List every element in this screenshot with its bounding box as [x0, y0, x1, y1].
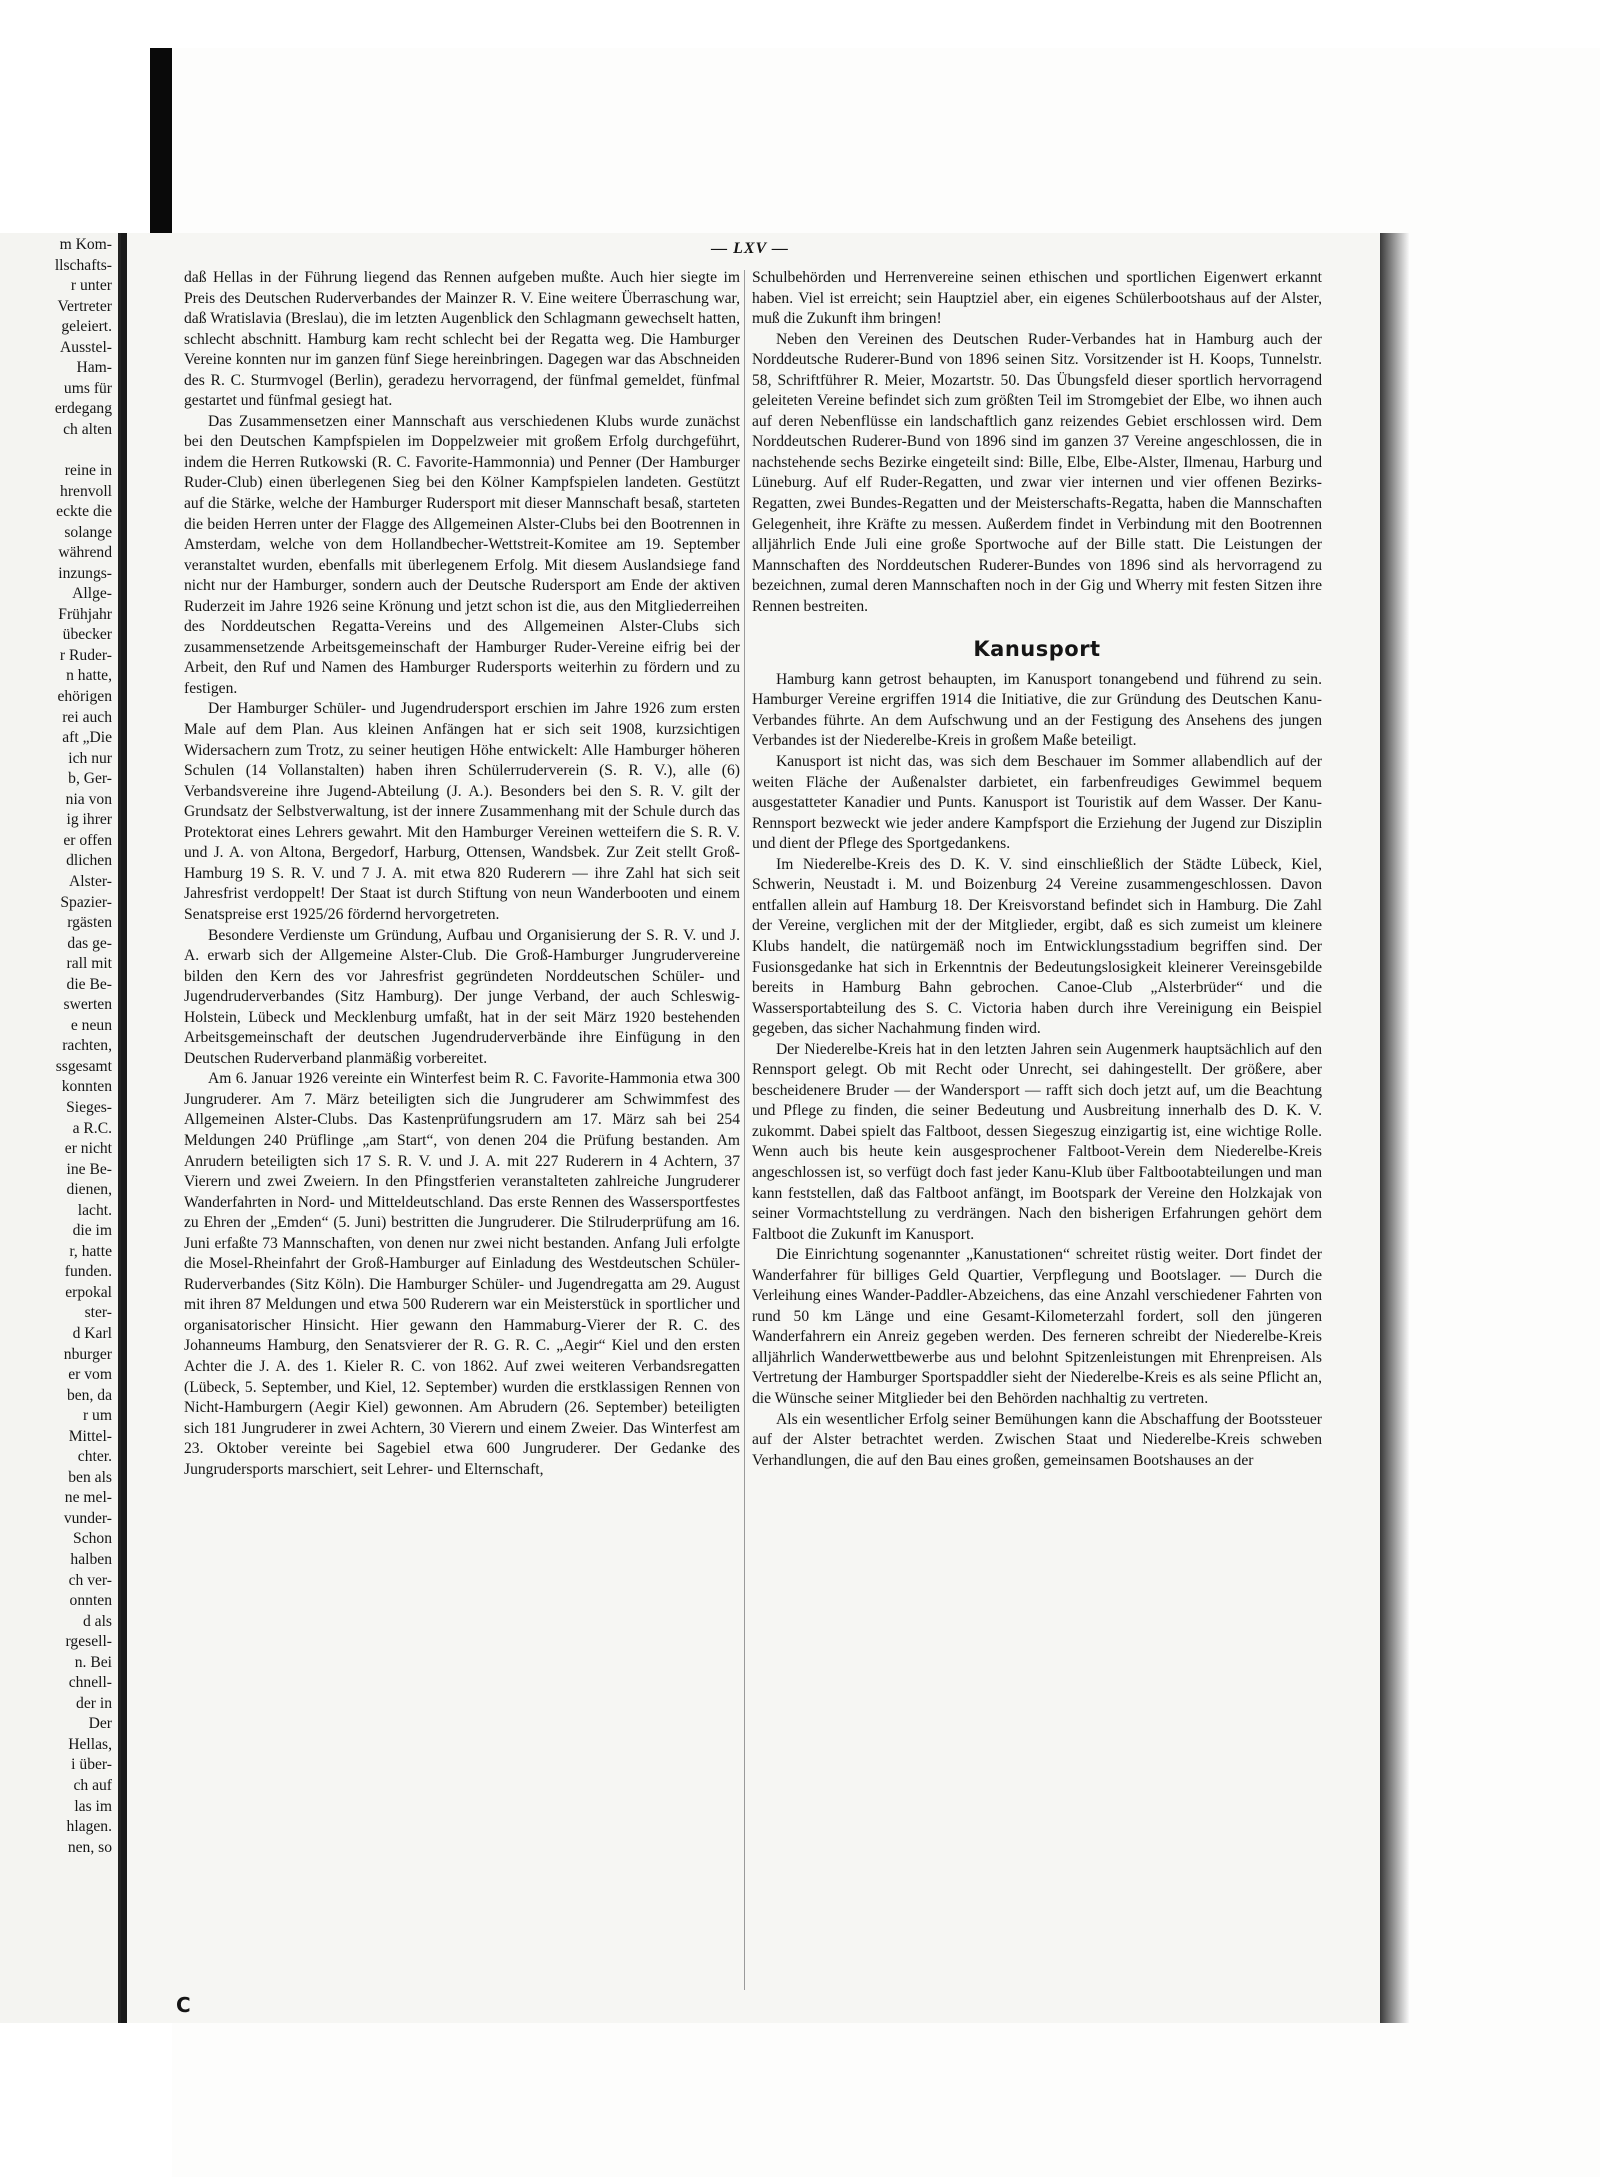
fragment-line: llschafts- — [54, 256, 112, 274]
fragment-line: chter. — [77, 1448, 112, 1466]
fragment-line: nen, so — [67, 1838, 112, 1856]
fragment-line: las im — [74, 1797, 112, 1815]
fragment-line: Hellas, — [68, 1735, 112, 1753]
paragraph: Die Einrichtung sogenannter „Kanustationen“ schreitet rüstig weiter. Dort findet der Wanderfahrer für billiges Geld Quartier, Verpflegung und Bootslager. — Durch die Verleihung eines Wander-Paddler-Abzeichens, das eine Anzahl verschiedener Fahrten von rund 50 km Länge und eine Gesamt-Kilometerzahl fordert, soll den jüngeren Wanderfahrern ein Anreiz gegeben werden. Des ferneren schreibt der Niederelbe-Kreis alljährlich Wanderwettbewerbe aus und belohnt Spitzenleistungen mit Ehrenpreisen. Als Vertretung der Hamburger Sportspaddler sieht der Niederelbe-Kreis es als seine Pflicht an, die Wünsche seiner Mitglieder bei den Behörden nachhaltig zu vertreten. — [752, 1246, 1322, 1407]
fragment-line: reine in — [64, 462, 112, 480]
fragment-line: Allge- — [72, 585, 112, 603]
fragment-line: m Kom- — [59, 236, 112, 253]
paragraph: Der Hamburger Schüler- und Jugendrudersport erschien im Jahre 1926 zum ersten Male auf dem Plan. Aus kleinen Anfängen hat er sich seit 1908, kurzsichtigen Widersachern zum Trotz, zu seiner heutigen Höhe entwickelt: Alle Hamburger höheren Schulen (14 Vollanstalten) haben ihren Schülerruderverein (S. R. V.), alle (6) Verbandsvereine ihre Jugend-Abteilung (J. A.). Besonders bei den S. R. V. gilt der Grundsatz der Selbstverwaltung, ist der innere Zusammenhang mit der Schule durch das Protektorat eines Lehrers gewahrt. Mit den Hamburger Vereinen wetteifern die S. R. V. und J. A. von Altona, Bergedorf, Harburg, Ottensen, Wandsbek. Zur Zeit stellt Groß-Hamburg 19 S. R. V. und 7 J. A. mit etwa 820 Ruderern — ihre Zahl hat sich seit Jahresfrist verdoppelt! Der Staat ist durch Stiftung von neun Wanderbooten und einem Senatspreise erst 1925/26 fördernd hervorgetreten. — [184, 700, 740, 923]
paragraph: Der Niederelbe-Kreis hat in den letzten Jahren sein Augenmerk hauptsächlich auf den Rennsport gelegt. Ob mit Recht oder Unrecht, sei dahingestellt. Der größere, aber bescheidenere Bruder — der Wandersport — rafft sich doch jetzt auf, um die Beachtung und Pflege zu finden, die seiner Bedeutung und Ausbreitung innerhalb des D. K. V. zukommt. Dabei spielt das Faltboot, dessen Siegeszug einzigartig ist, eine wichtige Rolle. Wenn auch bis heute kein ausgesprochener Faltboot-Verein dem Niederelbe-Kreis angeschlossen ist, so verfügt doch fast jeder Kanu-Klub über Faltbootabteilungen und man kann feststellen, daß das Faltboot anfängt, im Bootspark der Vereine den Holzkajak von seiner Vormachtstellung zu verdrängen. Nach den bisherigen Erfahrungen gehört dem Faltboot die Zukunft im Kanusport. — [752, 1040, 1322, 1243]
fragment-line: Frühjahr — [58, 605, 112, 623]
fragment-line: die im — [72, 1222, 112, 1240]
fragment-line: solange — [64, 523, 112, 541]
fragment-line: i über- — [71, 1756, 112, 1774]
fragment-line: er offen — [63, 831, 112, 849]
fragment-line: das ge- — [67, 934, 112, 952]
fragment-line: erpokal — [65, 1283, 112, 1301]
fragment-line: erdegang — [54, 400, 112, 418]
fragment-line: rall mit — [66, 955, 112, 973]
fragment-line: rei auch — [62, 708, 112, 726]
fragment-line: der in — [76, 1694, 112, 1712]
fragment-line: r Ruder- — [59, 646, 112, 664]
fragment-line: nburger — [63, 1345, 112, 1363]
fragment-line: halben — [70, 1551, 112, 1568]
fragment-line: ch alten — [63, 420, 112, 438]
fragment-line: n. Bei — [74, 1653, 112, 1671]
paragraph: Kanusport ist nicht das, was sich dem Beschauer im Sommer allabendlich auf der weiten Fläche der Außenalster darbietet, ein farbenfreudiges Gewimmel bequem ausgestatteter Kanadier und Punts. Kanusport ist Touristik auf dem Wasser. Der Kanu-Rennsport bezweckt wie jeder andere Kampfsport die Erziehung der Jugend zur Disziplin und dient der Pflege des Sportgedankens. — [752, 753, 1322, 853]
fragment-line: konnten — [61, 1078, 112, 1096]
column-divider — [744, 270, 745, 1990]
fragment-line: r um — [82, 1407, 112, 1425]
signature-mark: C — [176, 1993, 191, 2017]
fragment-line: onnten — [69, 1592, 112, 1610]
fragment-line: ssgesamt — [55, 1057, 112, 1075]
fragment-line: er nicht — [64, 1140, 112, 1158]
fragment-line: ine Be- — [66, 1160, 112, 1178]
fragment-line: übecker — [62, 626, 112, 644]
page-number: — LXV — — [711, 240, 789, 257]
fragment-line: rgästen — [67, 914, 112, 932]
fragment-line: Ham- — [76, 359, 112, 377]
fragment-line: vunder- — [63, 1509, 112, 1527]
paragraph: Im Niederelbe-Kreis des D. K. V. sind einschließlich der Städte Lübeck, Kiel, Schwerin, Neustadt i. M. und Boizenburg 24 Vereine zusammengeschlossen. Davon entfallen allein auf Hamburg 18. Der Kreisvorstand befindet sich in Hamburg. Die Zahl der Vereine, verglichen mit der der Mitglieder, ergibt, daß es sich zumeist um kleinere Klubs handelt, die natürgemäß noch im Entwicklungsstadium begriffen sind. Der Fusionsgedanke hat sich in Erkenntnis der Bedeutungslosigkeit kleinerer Vereinsgebilde bereits in Hamburg Bahn gebrochen. Canoe-Club „Alsterbrüder“ und die Wassersportabteilung des S. C. Victoria haben durch ihre Vereinigung ein Beispiel gegeben, das sicher Nachahmung finden wird. — [752, 855, 1322, 1038]
fragment-line: ben als — [68, 1468, 112, 1486]
left-column — [184, 268, 740, 1480]
fragment-line: während — [58, 544, 112, 562]
fragment-line: n hatte, — [66, 667, 112, 685]
fragment-line: inzungs- — [58, 564, 112, 582]
fragment-line: lacht. — [77, 1201, 112, 1219]
right-column — [752, 268, 1322, 1471]
fragment-line: hlagen. — [66, 1818, 112, 1836]
fragment-line: ben, da — [66, 1386, 112, 1404]
fragment-line: ums für — [63, 379, 112, 397]
fragment-line: b, Ger- — [68, 770, 112, 788]
scan-top-margin — [0, 0, 1600, 48]
fragment-line: Der — [88, 1715, 112, 1733]
paragraph: Als ein wesentlicher Erfolg seiner Bemühungen kann die Abschaffung der Bootssteuer auf der Alster betrachtet werden. Zwischen Staat und Niederelbe-Kreis schweben Verhandlungen, die auf den Bau eines großen, gemeinsamen Bootshauses an der — [752, 1410, 1322, 1469]
fragment-line: r, hatte — [69, 1242, 112, 1260]
fragment-line: hrenvoll — [60, 482, 112, 500]
fragment-line: die Be- — [66, 975, 112, 993]
fragment-line: Schon — [73, 1530, 112, 1548]
fragment-line: dienen, — [66, 1181, 112, 1199]
fragment-line: geleiert. — [61, 318, 112, 336]
fragment-line: Spazier- — [60, 893, 112, 911]
fragment-line: a R.C. — [72, 1119, 112, 1137]
fragment-line: er vom — [68, 1366, 112, 1384]
fragment-line: eckte die — [56, 503, 112, 521]
paragraph: Das Zusammensetzen einer Mannschaft aus verschiedenen Klubs wurde zunächst bei den Deutschen Kampfspielen im Doppelzweier mit großem Erfolg durchgeführt, indem die Herren Rutkowski (R. C. Favorite-Hammonnia) und Penner (Der Hamburger Ruder-Club) einen überlegenen Sieg bei den Kölner Kampfspielen landeten. Gestützt auf die Stärke, welche der Hamburger Rudersport mit dieser Mannschaft besaß, starteten die beiden Herren unter der Flagge des Allgemeinen Alster-Clubs bei den Bootrennen in Amsterdam, welche von dem Hollandbecher-Wettstreit-Komitee am 19. September veranstaltet wurden, ebenfalls mit überlegenem Erfolg. Mit diesem Auslandsiege fand nicht nur der Hamburger, sondern auch der Deutsche Rudersport am Ende der aktiven Ruderzeit im Jahre 1926 seine Krönung und jetzt schon ist die, aus den Mitgliederreihen des Norddeutschen Regatta-Vereins und des Allgemeinen Alster-Clubs sich zusammensetzende Arbeitsgemeinschaft der Hamburger Ruder-Vereine eifrig bei der Arbeit, den Ruf und Namen des Hamburger Rudersports weiterhin zu fördern und zu festigen. — [184, 412, 740, 697]
paragraph: Am 6. Januar 1926 vereinte ein Winterfest beim R. C. Favorite-Hammonia etwa 300 Jungruderer. Am 7. März beteiligten sich die Jungruderer am Schwimmfest des Allgemeinen Alster-Clubs. Das Kastenprüfungsrudern am 17. März sah bei 254 Meldungen 240 Prüflinge „am Start“, von denen 204 die Prüfung bestanden. Am Anrudern beteiligten sich 17 S. R. V. und J. A. mit 227 Ruderern in 4 Achtern, 37 Vierern und zwei Zweiern. In den Pfingstferien veranstalteten zahlreiche Jungruderer Wanderfahrten in Nord- und Mitteldeutschland. Das erste Rennen des Wassersportfestes zu Ehren der „Emden“ (5. Juni) bestritten die Jungruderer. Die Stilruderprüfung am 16. Juni erfaßte 73 Mannschaften, von denen nur zwei nicht bestanden. Anfang Juli erfolgte die Mosel-Rheinfahrt der Groß-Hamburger auf Einladung des Westdeutschen Schüler-Ruderverbandes (Sitz Köln). Die Hamburger Schüler- und Jugendregatta am 29. August mit ihren 87 Meldungen und etwa 500 Ruderern war ein Meisterstück in sportlicher und organisatorischer Hinsicht. Hier gewann den Hammaburg-Vierer der R. C. des Johanneums Hamburg, den Senatsvierer der R. G. R. C. „Aegir“ Kiel und den ersten Achter die J. A. des 1. Kieler R. C. von 1862. Auf zwei weiteren Verbandsregatten (Lübeck, 5. September, und Kiel, 12. September) wurden die erstklassigen Rennen von Nicht-Hamburgern (Aegir Kiel) gewonnen. Am Abrudern (26. September) beteiligten sich 181 Jungruderer in zwei Achtern, 30 Vierern und einem Zweier. Das Winterfest am 23. Oktober vereinte bei Sagebiel etwa 600 Jungruderer. Der Gedanke des Jungrudersports marschiert, seit Lehrer- und Elternschaft, — [184, 1070, 740, 1478]
fragment-line: ich nur — [68, 749, 112, 767]
fragment-line: ehörigen — [57, 688, 112, 706]
fragment-line: Vertreter — [57, 297, 112, 315]
fragment-line: r unter — [70, 277, 112, 295]
fragment-line: swerten — [63, 996, 112, 1014]
previous-page-fragment — [0, 233, 121, 2023]
fragment-line: rachten, — [62, 1037, 112, 1055]
fragment-line: chnell- — [68, 1674, 112, 1692]
fragment-line: ch auf — [73, 1777, 112, 1795]
book-spine-shadow — [150, 48, 172, 233]
paragraph: Schulbehörden und Herrenvereine seinen ethischen und sportlichen Eigenwert erkannt haben. Viel ist erreicht; sein Hauptziel aber, ein eigenes Schülerbootshaus auf der Alster, muß die Zukunft ihm bringen! — [752, 269, 1322, 328]
fragment-line: Alster- — [69, 872, 112, 890]
section-heading-kanusport: Kanusport — [973, 637, 1101, 662]
fragment-line: Ausstel- — [60, 338, 112, 356]
fragment-line: d Karl — [72, 1324, 112, 1342]
paragraph: Neben den Vereinen des Deutschen Ruder-Verbandes hat in Hamburg auch der Norddeutsche Ruderer-Bund von 1896 seinen Sitz. Vorsitzender ist H. Koops, Tunnelstr. 58, Schriftführer R. Meier, Mozartstr. 50. Das Übungsfeld dieser sportlich hervorragend geleiteten Vereine befindet sich zum größten Teil im Stromgebiet der Elbe, wo ihnen auch auf deren Nebenflüsse ein landschaftlich ganz reizendes Gebiet erschlossen wird. Dem Norddeutschen Ruderer-Bund von 1896 sind im ganzen 37 Vereine angeschlossen, die in nachstehende sechs Bezirke eingeteilt sind: Bille, Elbe, Elbe-Alster, Ilmenau, Harburg und Lüneburg. Auf elf Ruder-Regatten, und zwar vier internen und vier offenen Bezirks-Regatten, zwei Bundes-Regatten und der Meisterschafts-Regatta, haben die Mannschaften Gelegenheit, ihre Kräfte zu messen. Außerdem findet in Verbindung mit den Bootrennen alljährlich Ende Juli eine große Sportwoche auf der Bille statt. Die Leistungen der Mannschaften des Norddeutschen Ruderer-Bundes von 1896 sind als hervorragend zu bezeichnen, zumal deren Mannschaften noch in der Gig und Wherry mit festen Sitzen ihre Rennen bestreiten. — [752, 330, 1322, 615]
fragment-line: aft „Die — [62, 729, 112, 747]
fragment-line: ne mel- — [64, 1489, 112, 1507]
fragment-line: ig ihrer — [66, 811, 112, 829]
previous-page-text — [0, 233, 118, 1858]
paragraph: Besondere Verdienste um Gründung, Aufbau und Organisierung der S. R. V. und J. A. erwarb sich der Allgemeine Alster-Club. Die Groß-Hamburger Jungrudervereine bilden den Kern des vor Jahresfrist gegründeten Norddeutschen Schüler- und Jugendruderverbandes (Sitz Hamburg). Der junge Verband, der auch Schleswig-Holstein, Lübeck und Mecklenburg umfaßt, hat in der seit März 1920 bestehenden Arbeitsgemeinschaft der deutschen Jugendruderverbände ihre Einfügung in den Deutschen Ruderverband planmäßig vorbereitet. — [184, 926, 740, 1067]
fragment-line: e neun — [70, 1016, 112, 1034]
paragraph: daß Hellas in der Führung liegend das Rennen aufgeben mußte. Auch hier siegte im Preis des Deutschen Ruderverbandes der Mainzer R. V. Eine weitere Überraschung war, daß Wratislavia (Breslau), die im letzten Augenblick den Schlagmann gewechselt hatten, schlecht abschnitt. Hamburg kam recht schlecht bei der Regatta weg. Die Hamburger Vereine konnten nur im ganzen fünf Siege hereinbringen. Dagegen war das Abschneiden des R. C. Sturmvogel (Berlin), geradezu hervorragend, der fünfmal gemeldet, fünfmal gestartet und fünfmal gesiegt hat. — [184, 269, 740, 410]
fragment-line: ch ver- — [68, 1571, 112, 1589]
fragment-line: funden. — [64, 1263, 112, 1281]
fragment-line — [0, 440, 118, 461]
fragment-line: Mittel- — [68, 1427, 112, 1445]
page-edge-shadow — [1380, 233, 1410, 2023]
paragraph: Hamburg kann getrost behaupten, im Kanusport tonangebend und führend zu sein. Hamburger Vereine ergriffen 1914 die Initiative, die zur Gründung des Deutschen Kanu-Verbandes führte. An dem Aufschwung und an der Festigung des Ansehens des jungen Verbandes ist der Niederelbe-Kreis in großem Maße beteiligt. — [752, 670, 1322, 750]
fragment-line: ster- — [84, 1304, 112, 1322]
fragment-line: nia von — [65, 790, 112, 808]
fragment-line: rgesell- — [65, 1633, 112, 1651]
fragment-line: Sieges- — [66, 1098, 112, 1116]
fragment-line: dlichen — [66, 852, 112, 870]
fragment-line: d als — [82, 1612, 112, 1630]
